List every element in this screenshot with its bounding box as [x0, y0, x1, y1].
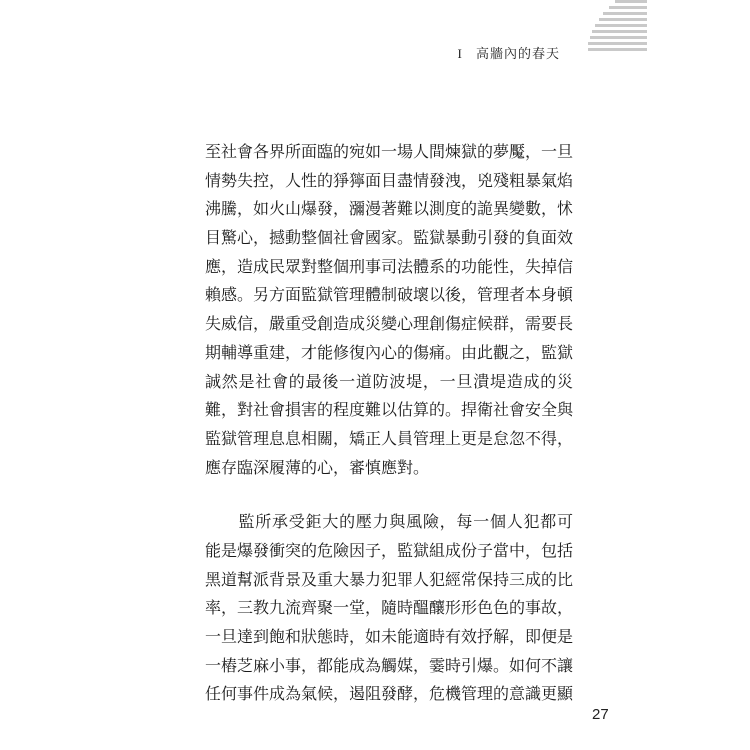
text-line: 能是爆發衝突的危險因子，監獄組成份子當中，包括 — [205, 540, 574, 560]
text-line: 應存臨深履薄的心，審慎應對。 — [205, 457, 430, 477]
decor-stripe — [590, 36, 647, 39]
text-line: 期輔導重建，才能修復內心的傷痛。由此觀之，監獄 — [205, 342, 574, 362]
text-line: 率，三教九流齊聚一堂，隨時醞釀形形色色的事故， — [205, 598, 574, 618]
text-line: 情勢失控，人性的猙獰面目盡情發洩，兇殘粗暴氣焰 — [205, 170, 574, 190]
text-line: 任何事件成為氣候，遏阻發酵，危機管理的意識更顯 — [205, 684, 574, 704]
text-line: 誠然是社會的最後一道防波堤，一旦潰堤造成的災 — [205, 371, 573, 391]
text-line: 至社會各界所面臨的宛如一場人間煉獄的夢魘，一旦 — [205, 142, 574, 161]
header-corner-stripes — [588, 0, 647, 56]
text-line: 監所承受鉅大的壓力與風險，每一個人犯都可 — [205, 512, 573, 532]
decor-stripe — [588, 42, 647, 45]
paragraph — [205, 508, 573, 709]
decor-stripe — [615, 0, 647, 3]
text-line: 應，造成民眾對整個刑事司法體系的功能性，失掉信 — [205, 256, 574, 276]
text-line: 沸騰，如火山爆發，瀰漫著難以測度的詭異變數，怵 — [205, 199, 574, 219]
page-number: 27 — [592, 706, 609, 723]
paragraph — [205, 138, 573, 482]
text-line: 監獄管理息息相關，矯正人員管理上更是怠忽不得， — [205, 428, 574, 448]
text-line: 失威信，嚴重受創造成災變心理創傷症候群，需要長 — [205, 314, 574, 334]
decor-stripe — [599, 18, 647, 21]
text-line: 黑道幫派背景及重大暴力犯罪人犯經常保持三成的比 — [205, 569, 574, 589]
text-line: 賴感。另方面監獄管理體制破壞以後，管理者本身頓 — [205, 285, 574, 305]
decor-stripe — [609, 6, 647, 9]
text-line: 一旦達到飽和狀態時，如未能適時有效抒解，即便是 — [205, 627, 574, 646]
chapter-title: 高牆內的春天 — [475, 47, 560, 62]
running-head — [458, 43, 561, 62]
decor-stripe — [592, 30, 647, 33]
text-line: 目驚心，撼動整個社會國家。監獄暴動引發的負面效 — [205, 228, 574, 248]
text-line: 一樁芝麻小事，都能成為觸媒，霎時引爆。如何不讓 — [205, 655, 574, 675]
decor-stripe — [603, 12, 647, 15]
text-line: 難，對社會損害的程度難以估算的。捍衛社會安全與 — [205, 400, 574, 420]
body-text — [205, 138, 573, 709]
decor-stripe — [588, 48, 647, 51]
chapter-number: I — [457, 46, 463, 61]
decor-stripe — [595, 24, 647, 27]
